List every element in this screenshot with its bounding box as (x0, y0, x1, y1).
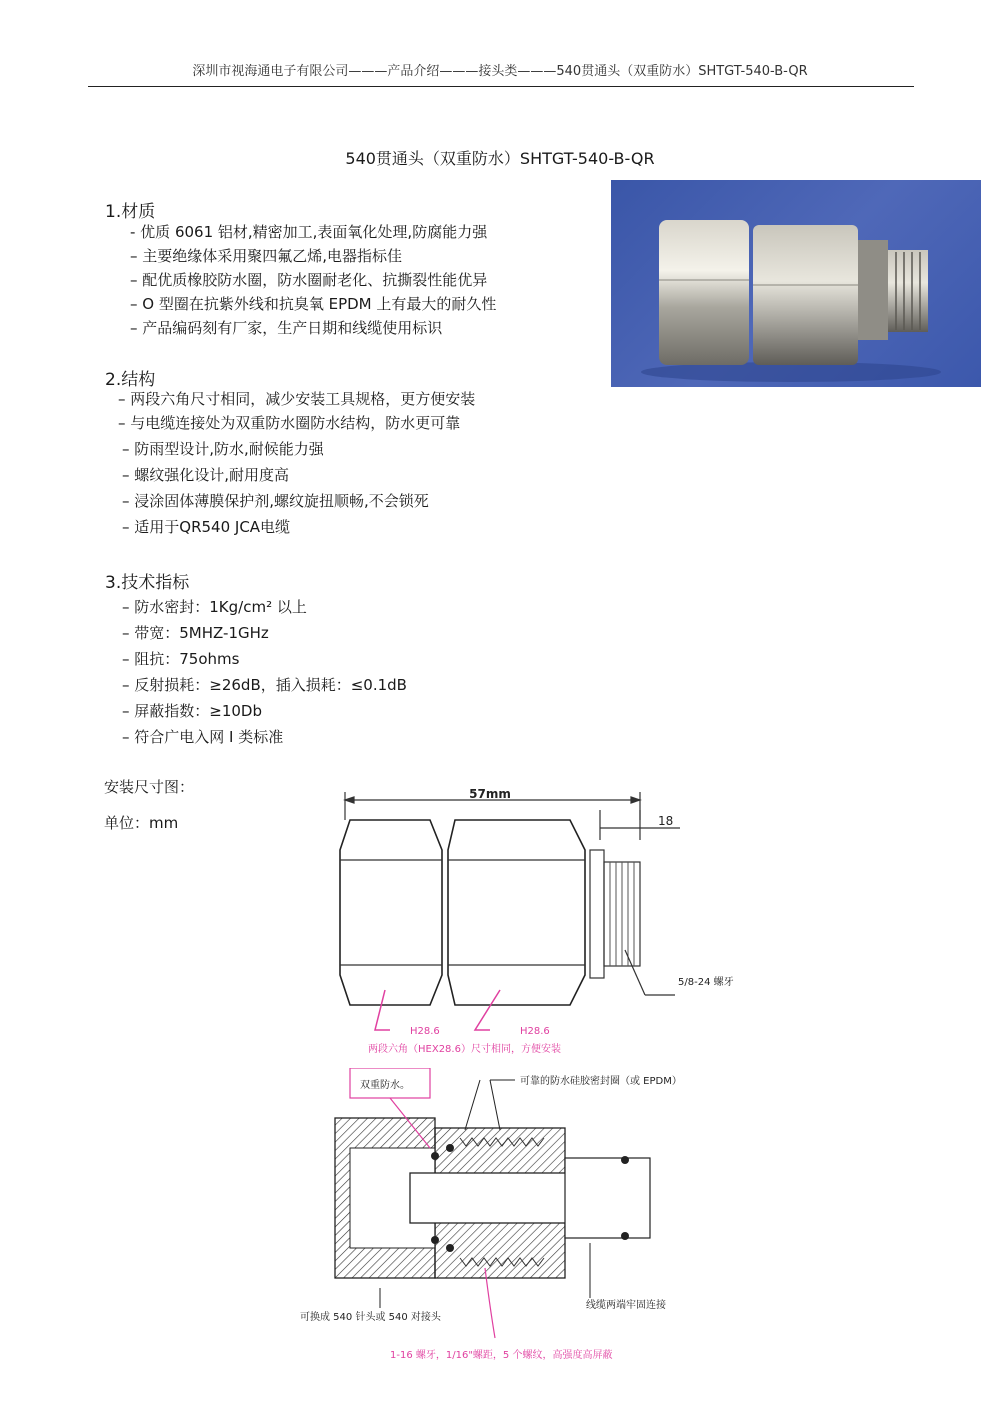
interchange-label: 可换成 540 针头或 540 对接头 (300, 1312, 441, 1323)
specs-item: – 带宽：5MHZ-1GHz (122, 624, 269, 642)
specs-item: – 防水密封：1Kg/cm² 以上 (122, 598, 307, 616)
hex-right-label: H28.6 (520, 1026, 550, 1037)
header-divider (88, 86, 914, 87)
structure-item: – 与电缆连接处为双重防水圈防水结构，防水更可靠 (118, 414, 461, 432)
page-header-breadcrumb: 深圳市视海通电子有限公司———产品介绍———接头类———540贯通头（双重防水）SHTGT-540-B-QR (192, 64, 808, 79)
structure-item: – 防雨型设计,防水,耐候能力强 (122, 440, 324, 458)
document-title: 540贯通头（双重防水）SHTGT-540-B-QR (345, 149, 655, 168)
thread-note-label: 1-16 螺牙，1/16"螺距，5 个螺纹，高强度高屏蔽 (390, 1350, 613, 1361)
double-waterproof-label: 双重防水。 (360, 1080, 410, 1091)
materials-item: – 产品编码刻有厂家，生产日期和线缆使用标识 (130, 319, 443, 337)
section-specs-heading: 3.技术指标 (105, 573, 190, 593)
cross-section-drawing (290, 1068, 740, 1372)
thread-spec-label: 5/8-24 螺牙 (678, 977, 734, 988)
hex-note-label: 两段六角（HEX28.6）尺寸相同，方便安装 (368, 1044, 561, 1055)
structure-item: – 两段六角尺寸相同，减少安装工具规格，更方便安装 (118, 390, 476, 408)
cable-fix-label: 线缆两端牢固连接 (586, 1300, 666, 1311)
unit-label: 单位：mm (104, 814, 179, 832)
install-label: 安装尺寸图： (104, 778, 195, 796)
hex-left-label: H28.6 (410, 1026, 440, 1037)
dimension-drawing (290, 780, 760, 1069)
materials-item: – 主要绝缘体采用聚四氟乙烯,电器指标佳 (130, 247, 403, 265)
structure-item: – 适用于QR540 JCA电缆 (122, 518, 291, 536)
materials-item: – O 型圈在抗紫外线和抗臭氧 EPDM 上有最大的耐久性 (130, 295, 497, 313)
structure-item: – 浸涂固体薄膜保护剂,螺纹旋扭顺畅,不会锁死 (122, 492, 429, 510)
dim-length-label: 57mm (469, 787, 511, 801)
section-structure-heading: 2.结构 (105, 370, 156, 390)
materials-item: - 优质 6061 铝材,精密加工,表面氧化处理,防腐能力强 (130, 223, 488, 241)
specs-item: – 屏蔽指数：≥10Db (122, 702, 262, 720)
specs-item: – 反射损耗：≥26dB，插入损耗：≤0.1dB (122, 676, 407, 694)
structure-item: – 螺纹强化设计,耐用度高 (122, 466, 290, 484)
specs-item: – 符合广电入网 I 类标准 (122, 728, 284, 746)
materials-item: – 配优质橡胶防水圈，防水圈耐老化、抗撕裂性能优异 (130, 271, 488, 289)
specs-item: – 阻抗：75ohms (122, 650, 240, 668)
section-materials-heading: 1.材质 (105, 202, 156, 222)
dim-thread-length-label: 18 (658, 814, 674, 828)
seal-label: 可靠的防水硅胶密封圈（或 EPDM） (520, 1076, 682, 1087)
product-photo (611, 180, 981, 387)
